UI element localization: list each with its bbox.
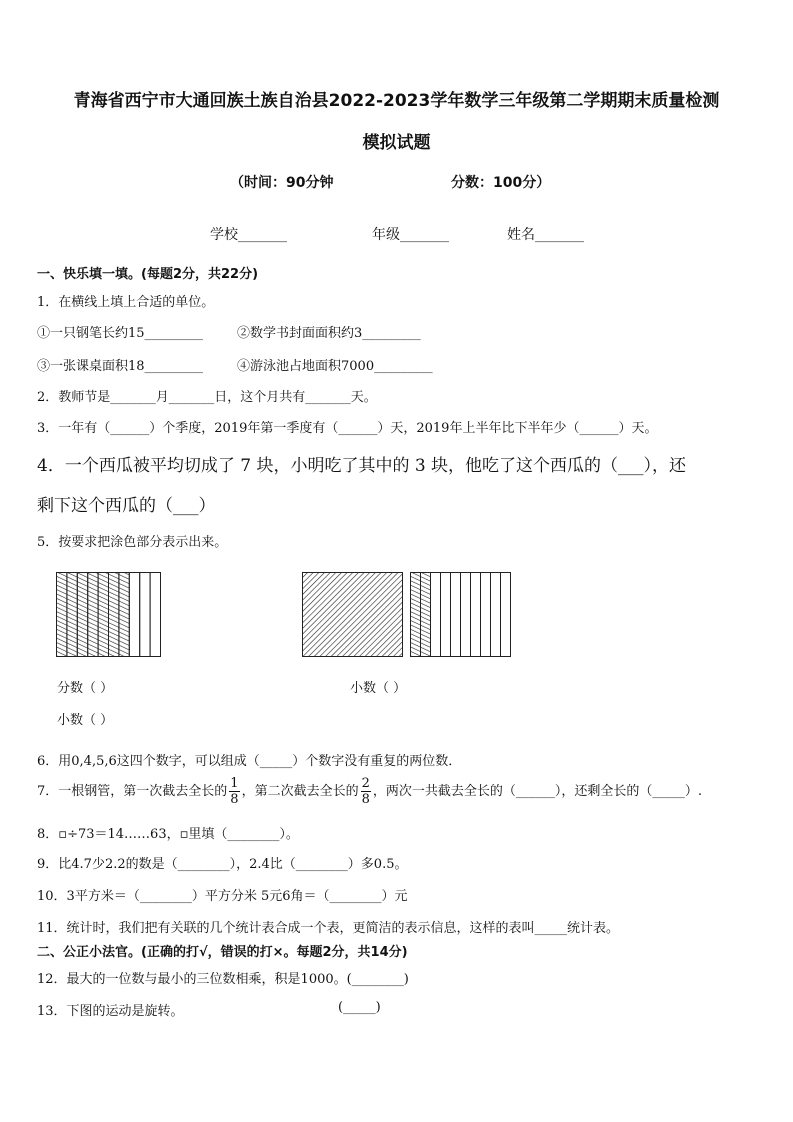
figure-full-square: [302, 572, 404, 658]
question-1d: ④游泳池占地面积7000_________: [237, 359, 433, 374]
figure-strips-decimal: [410, 572, 512, 658]
blank-strip: [129, 573, 139, 657]
question-12: 12．最大的一位数与最小的三位数相乘，积是1000。(________): [37, 972, 409, 987]
question-5-decimal-label-2: 小数（ ）: [350, 681, 407, 696]
blank-strip: [441, 573, 451, 657]
shaded-strip: [98, 573, 108, 657]
section-heading-2: 二、公正小法官。(正确的打√，错误的打×。每题2分，共14分): [37, 945, 408, 960]
fraction-two-eighths: [361, 777, 371, 806]
fraction-1-denominator: 8: [230, 792, 239, 807]
blank-strip: [140, 573, 150, 657]
question-1c: ③一张课桌面积18_________: [37, 359, 204, 374]
shaded-strip: [411, 573, 421, 657]
question-13-answer-blank[interactable]: (_____): [338, 1000, 381, 1015]
fraction-1-numerator: 1: [230, 776, 239, 791]
question-11: 11．统计时，我们把有关联的几个统计表合成一个表，更简洁的表示信息，这样的表叫_____统计表。: [37, 921, 620, 936]
page-title: 青海省西宁市大通回族土族自治县2022-2023学年数学三年级第二学期期末质量检测: [73, 91, 720, 111]
question-5-prompt: 5．按要求把涂色部分表示出来。: [37, 535, 228, 550]
question-7-part2: ，第二次截去全长的: [241, 784, 359, 799]
question-13: 13．下图的运动是旋转。: [37, 1004, 184, 1019]
blank-strip: [491, 573, 501, 657]
question-4-line2: 剩下这个西瓜的（___）: [37, 496, 216, 516]
grade-field[interactable]: 年级_______: [372, 227, 449, 243]
figure-strips-fraction: [56, 572, 162, 658]
question-8: 8．▫÷73＝14……63，▫里填（________）。: [37, 827, 299, 842]
blank-strip: [461, 573, 471, 657]
fraction-2-denominator: 8: [361, 792, 370, 807]
page-title-line2: 模拟试题: [362, 133, 431, 153]
question-1-prompt: 1．在横线上填上合适的单位。: [37, 295, 215, 310]
fraction-2-numerator: 2: [361, 776, 370, 791]
blank-strip: [451, 573, 461, 657]
question-1a: ①一只钢笔长约15_________: [37, 326, 204, 341]
question-6: 6．用0,4,5,6这四个数字，可以组成（_____）个数字没有重复的两位数．: [37, 754, 462, 769]
question-1b: ②数学书封面面积约3_________: [237, 326, 421, 341]
question-5-decimal-label-1: 小数（ ）: [57, 713, 114, 728]
question-9: 9．比4.7少2.2的数是（________），2.4比（________）多0.5。: [37, 857, 408, 872]
blank-strip: [431, 573, 441, 657]
school-field[interactable]: 学校_______: [210, 227, 287, 243]
section-heading-1: 一、快乐填一填。(每题2分，共22分): [37, 267, 259, 282]
question-4-line1: 4．一个西瓜被平均切成了 7 块，小明吃了其中的 3 块，他吃了这个西瓜的（___），还: [37, 456, 687, 476]
blank-strip: [471, 573, 481, 657]
name-field[interactable]: 姓名_______: [507, 227, 584, 243]
shaded-strip: [421, 573, 431, 657]
exam-time: （时间：90分钟: [230, 175, 334, 191]
question-5-fraction-label: 分数（ ）: [57, 681, 114, 696]
question-7-part1: 7．一根钢管，第一次截去全长的: [37, 784, 228, 799]
question-3: 3．一年有（______）个季度，2019年第一季度有（______）天，2019年上半年比下半年少（______）天。: [37, 421, 658, 436]
shaded-strip: [67, 573, 77, 657]
shaded-strip: [88, 573, 98, 657]
fraction-one-eighth: [229, 777, 239, 806]
question-7: [37, 777, 702, 806]
question-7-part3: ，两次一共截去全长的（______），还剩全长的（_____）.: [372, 784, 702, 799]
blank-strip: [501, 573, 511, 657]
shaded-strip: [77, 573, 87, 657]
blank-strip: [150, 573, 160, 657]
shaded-strip: [119, 573, 129, 657]
exam-score: 分数：100分）: [451, 175, 551, 191]
shaded-strip: [109, 573, 119, 657]
blank-strip: [481, 573, 491, 657]
shaded-strip: [57, 573, 67, 657]
question-2: 2．教师节是_______月_______日，这个月共有_______天。: [37, 390, 377, 405]
question-10: 10．3平方米＝（________）平方分米 5元6角＝（________）元: [37, 889, 408, 904]
